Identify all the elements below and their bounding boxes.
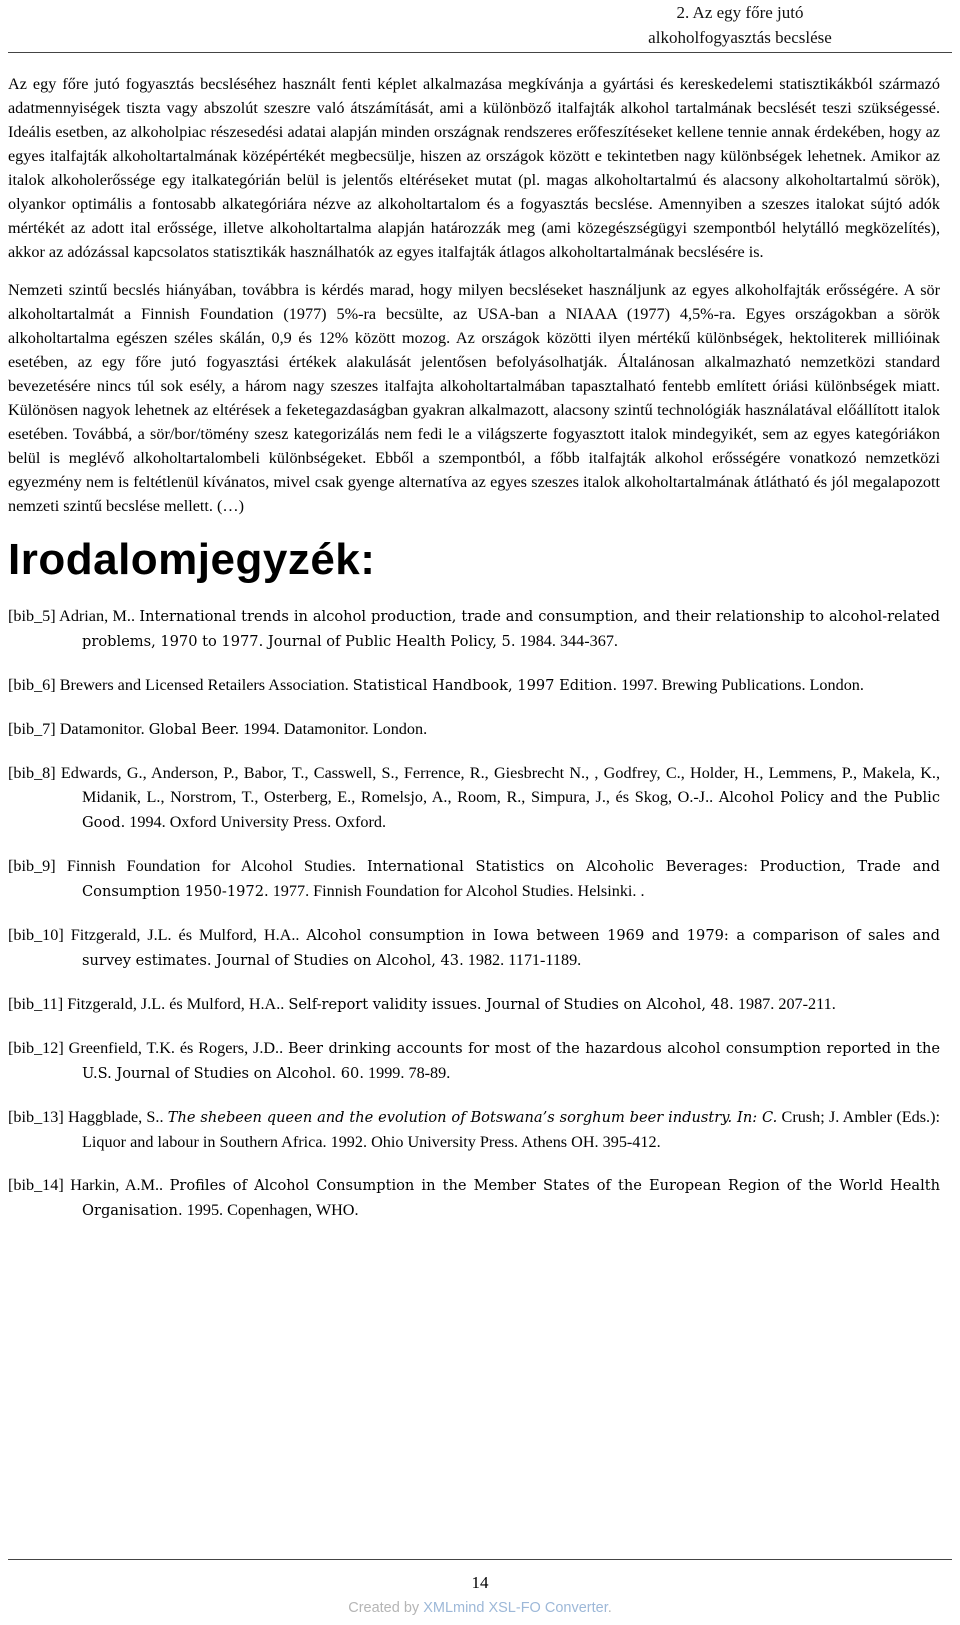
bibliography-entry [8,854,940,904]
bib-rest: 1987. 207-211. [733,995,836,1013]
bibliography-list [8,604,940,1223]
paragraph: Nemzeti szintű becslés hiányában, továbbra is kérdés marad, hogy milyen becsléseket használjunk az egyes alkoholfajták erősségére. A sör alkoholtartalmát a Finnish Foundation (1977) 5%-ra becsülte, az USA-ban a NIAAA (1977) 4,5%-ra. Egyes országokban a sörök alkoholtartalma egészen széles skálán, 0,9 és 12% között mozog. Az országok közötti ilyen mértékű különbségek, hektoliterek millióinak esetében, az egy főre jutó fogyasztási értékek alakulását jelentősen befolyásolhatják. Általánosan alkalmazható nemzetközi standard bevezetésére nincs túl sok esély, a három nagy szeszes italfajta alkoholtartalmában tapasztalható fentebb említett óriási különbségek miatt. Különösen nagyok lehetnek az eltérések a feketegazdaságban gyakran alkalmazott, alacsony szintű technológiák használatával előállított italok esetében. Továbbá, a sör/bor/tömény szesz kategorizálás nem fedi le a világszerte fogyasztott italok mindegyikét, sem az egyes kategóriákon belül is meglévő alkoholtartalombeli különbségeket. Ebből a szempontból, a főbb italfajták alkohol erősségére vonatkozó nemzetközi egyezmény nem is feltétlenül kívánatos, mivel csak gyenge alternatíva az egyes szeszes italok alkoholtartalmának átlátható és jól megalapozott nemzeti szintű becslése mellett. (…) [8,281,940,515]
bib-lead: [bib_10] Fitzgerald, J.L. és Mulford, H.A.. [8,926,307,944]
bib-lead: [bib_6] Brewers and Licensed Retailers Association. [8,676,353,694]
bibliography-entry [8,673,940,698]
bib-lead: [bib_5] Adrian, M.. [8,607,140,625]
bib-title: Self-report validity issues. Journal of Studies on Alcohol, 48. [288,996,734,1013]
bib-lead: [bib_12] Greenfield, T.K. és Rogers, J.D.. [8,1039,289,1057]
bibliography-entry [8,761,940,835]
bib-title: Alcohol consumption in Iowa between 1969 and 1979: a comparison of sales and survey estimates. Journal of Studies on Alcohol, 43. [82,927,940,969]
bib-title: International Statistics on Alcoholic Beverages: Production, Trade and Consumption 1950-1972. [82,858,941,900]
bib-rest: 1994. Oxford University Press. Oxford. [125,813,386,831]
bib-rest: 1997. Brewing Publications. London. [617,676,864,694]
bib-rest: 1977. Finnish Foundation for Alcohol Studies. Helsinki. . [268,882,645,900]
bib-lead: [bib_8] Edwards, G., Anderson, P., Babor, T., Casswell, S., Ferrence, R., Giesbrecht N., , Godfrey, C., Holder, H., Lemmens, P., Makela, K., Midanik, L., Norstrom, T., Osterberg, E., Romelsjo, A., Room, R., Simpura, J., és Skog, O.-J.. [8,764,940,806]
creator-prefix: Created by [348,1600,424,1616]
bib-rest: 1995. Copenhagen, WHO. [182,1201,359,1219]
bib-rest: 1999. 78-89. [363,1064,451,1082]
bib-rest: 1982. 1171-1189. [463,951,582,969]
bib-lead: [bib_7] Datamonitor. [8,720,149,738]
bib-title: Statistical Handbook, 1997 Edition. [352,677,618,694]
bibliography-entry [8,1173,940,1223]
bib-rest: 1984. 344-367. [515,632,618,650]
bibliography-entry [8,923,940,973]
body-text [8,72,940,1242]
bibliography-entry [8,1105,940,1154]
bib-lead: [bib_9] Finnish Foundation for Alcohol Studies. [8,857,367,875]
page-number: 14 [471,1573,489,1592]
footer-rule [8,1559,952,1560]
bib-title: Global Beer. [148,721,240,738]
header-rule [8,52,952,53]
bib-rest: 1994. Datamonitor. London. [239,720,428,738]
bibliography-entry [8,992,940,1017]
running-header-chapter: 2. Az egy főre jutó [676,3,804,22]
bibliography-heading: Irodalomjegyzék: [8,535,376,584]
creator-suffix: . [607,1600,612,1616]
creator-link[interactable]: XMLmind XSL-FO Converter [423,1600,608,1616]
bib-lead: [bib_14] Harkin, A.M.. [8,1176,170,1194]
paragraph: Az egy főre jutó fogyasztás becsléséhez használt fenti képlet alkalmazása megkívánja a gyártási és kereskedelemi statisztikákból származó adatmennyiségek tiszta vagy abszolút szeszre való átszámítását, ami a különböző italfajták alkohol tartalmának becslését teszi szükségessé. Ideális esetben, az alkoholpiac részesedési adatai alapján minden országnak rendszeres erőfeszítéseket kellene tennie annak érdekében, hogy az egyes italfajták alkoholtartalmának középértékét megbecsülje, hiszen az országok között e tekintetben nagy különbségek lehetnek. Amikor az italok alkoholerőssége egy italkategórián belül is jelentős eltéréseket mutat (pl. magas alkoholtartalmú és alacsony alkoholtartalmú sörök), olyankor optimális a fontosabb alkategóriára nézve az alkoholtartalom és a fogyasztás becslése. Amennyiben a szeszes italokat sújtó adók mértékét az adott ital erőssége, illetve alkoholtartalma alapján határozzák meg (ami közegészségügyi szempontból helytálló megközelítés), akkor az adózással kapcsolatos statisztikák használhatók az egyes italfajták átlagos alkoholtartalmának becslésére is. [8,75,940,261]
bibliography-entry [8,717,940,742]
bib-title: Profiles of Alcohol Consumption in the Member States of the European Region of the World Health Organisation. [82,1177,941,1219]
bib-title: The shebeen queen and the evolution of Botswana’s sorghum beer industry. In: C. [167,1109,778,1126]
bib-title: Alcohol Policy and the Public Good. [82,789,940,831]
bib-title: Beer drinking accounts for most of the hazardous alcohol consumption reported in the U.S. Journal of Studies on Alcohol. 60. [82,1040,940,1082]
bibliography-entry [8,604,940,654]
running-header [540,0,940,50]
running-header-title: alkoholfogyasztás becslése [648,28,832,47]
bibliography-entry [8,1036,940,1086]
bib-lead: [bib_11] Fitzgerald, J.L. és Mulford, H.A.. [8,995,289,1013]
bib-lead: [bib_13] Haggblade, S.. [8,1108,168,1126]
bib-title: International trends in alcohol production, trade and consumption, and their relationship to alcohol-related problems, 1970 to 1977. Journal of Public Health Policy, 5. [82,608,940,650]
bib-rest: Crush; J. Ambler (Eds.): Liquor and labour in Southern Africa. 1992. Ohio University Press. Athens OH. 395-412. [82,1108,940,1151]
creator-note [0,1598,960,1618]
